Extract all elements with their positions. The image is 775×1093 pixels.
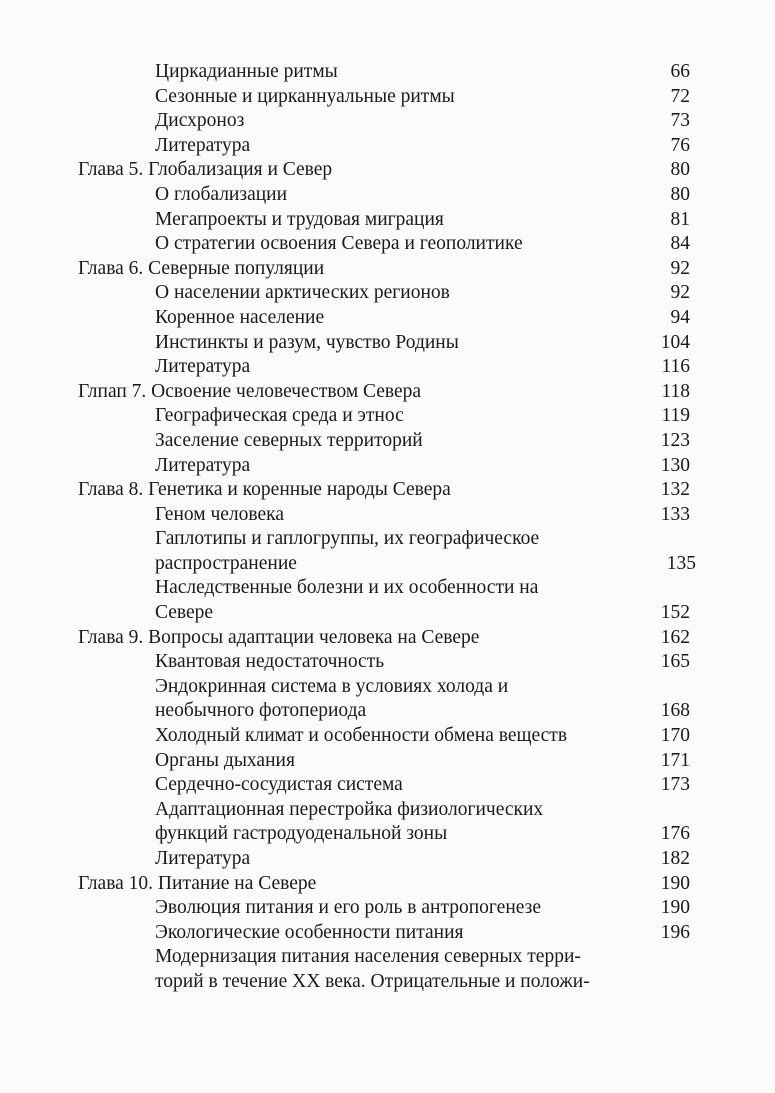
toc-entry-row xyxy=(0,183,775,208)
toc-entry-row xyxy=(0,331,775,356)
page-number: 171 xyxy=(660,749,690,771)
toc-entry-row xyxy=(0,454,775,479)
page-number: 168 xyxy=(660,700,690,722)
toc-chapter-row xyxy=(0,158,775,183)
entry-title: необычного фотопериода xyxy=(155,700,367,722)
toc-chapter-row xyxy=(0,257,775,282)
toc-entry-row xyxy=(0,724,775,749)
page-number: 176 xyxy=(660,823,690,845)
entry-title: Дисхроноз xyxy=(155,110,245,132)
page-number: 76 xyxy=(670,134,690,156)
toc-entry-row xyxy=(0,675,775,700)
toc-entry-row xyxy=(0,945,775,970)
page-number: 92 xyxy=(670,282,690,304)
toc-entry-row xyxy=(0,429,775,454)
toc-entry-row xyxy=(0,921,775,946)
page-number: 196 xyxy=(660,921,690,943)
page-number: 119 xyxy=(661,405,690,427)
toc-entry-row xyxy=(0,527,775,552)
toc-entry-row xyxy=(0,896,775,921)
toc-chapter-row xyxy=(0,478,775,503)
toc-entry-row xyxy=(0,109,775,134)
entry-title: Геном человека xyxy=(155,503,284,525)
page-number: 190 xyxy=(660,897,690,919)
entry-title: Циркадианные ритмы xyxy=(155,61,338,82)
toc-entry-row xyxy=(0,306,775,331)
page-number: 133 xyxy=(660,503,690,525)
page-number: 118 xyxy=(661,380,690,402)
entry-title: Органы дыхания xyxy=(155,749,295,771)
chapter-title: Глава 10. Питание на Севере xyxy=(78,872,317,894)
toc-entry-row xyxy=(0,601,775,626)
entry-title: Географическая среда и этнос xyxy=(155,405,404,427)
entry-title: Модернизация питания населения северных терри- xyxy=(155,946,581,968)
entry-title: Заселение северных территорий xyxy=(155,429,423,451)
page-number: 182 xyxy=(660,848,690,869)
entry-title: Литература xyxy=(155,134,251,156)
toc-entry-row xyxy=(0,822,775,847)
entry-title: функций гастродуоденальной зоны xyxy=(155,823,448,845)
entry-title: Гаплотипы и гаплогруппы, их географическое xyxy=(155,528,540,550)
table-of-contents xyxy=(0,60,775,995)
page-number: 94 xyxy=(670,306,690,328)
entry-title: Адаптационная перестройка физиологических xyxy=(155,798,544,820)
page-number: 80 xyxy=(670,159,690,181)
chapter-title: Глава 9. Вопросы адаптации человека на Севере xyxy=(78,626,480,648)
entry-title: Наследственные болезни и их особенности на xyxy=(155,577,539,599)
page-number: 72 xyxy=(670,85,690,107)
toc-chapter-row xyxy=(0,626,775,651)
entry-title: Холодный климат и особенности обмена веществ xyxy=(155,725,568,747)
page-number: 80 xyxy=(670,183,690,205)
entry-title: Севере xyxy=(155,602,214,624)
toc-entry-row xyxy=(0,749,775,774)
chapter-title: Глава 5. Глобализация и Север xyxy=(78,159,333,181)
entry-title: О глобализации xyxy=(155,183,288,205)
entry-title: Литература xyxy=(155,454,251,476)
entry-title: Сердечно-сосудистая система xyxy=(155,774,403,796)
page-number: 130 xyxy=(660,454,690,476)
entry-title: распространение xyxy=(155,552,297,574)
toc-entry-row xyxy=(0,798,775,823)
chapter-title: Глава 8. Генетика и коренные народы Севера xyxy=(78,479,451,501)
entry-title: Литература xyxy=(155,356,251,378)
entry-title: Мегапроекты и трудовая миграция xyxy=(155,208,444,230)
page-number: 152 xyxy=(660,602,690,624)
page-number: 104 xyxy=(660,331,690,353)
page-number: 116 xyxy=(661,356,690,378)
page-number: 190 xyxy=(660,872,690,894)
page-number: 123 xyxy=(660,429,690,451)
chapter-title: Глпап 7. Освоение человечеством Севера xyxy=(78,380,422,402)
toc-entry-row xyxy=(0,60,775,85)
page-number: 84 xyxy=(670,233,690,255)
toc-entry-row xyxy=(0,773,775,798)
toc-entry-row xyxy=(0,847,775,872)
chapter-title: Глава 6. Северные популяции xyxy=(78,257,325,279)
entry-title: О населении арктических регионов xyxy=(155,282,450,304)
toc-entry-row xyxy=(0,281,775,306)
page-number: 73 xyxy=(670,110,690,132)
page-number: 66 xyxy=(670,61,690,82)
toc-entry-row xyxy=(0,576,775,601)
entry-title: Коренное население xyxy=(155,306,325,328)
toc-entry-row xyxy=(0,970,775,995)
page-number: 92 xyxy=(670,257,690,279)
toc-entry-row xyxy=(0,404,775,429)
toc-entry-row xyxy=(0,232,775,257)
toc-entry-row xyxy=(0,134,775,159)
toc-entry-row xyxy=(0,552,775,577)
page-number: 162 xyxy=(660,626,690,648)
entry-title: торий в течение XX века. Отрицательные и положи- xyxy=(155,970,590,992)
page-number: 135 xyxy=(666,552,696,574)
entry-title: Литература xyxy=(155,848,251,869)
page-number: 173 xyxy=(660,774,690,796)
toc-entry-row xyxy=(0,85,775,110)
entry-title: О стратегии освоения Севера и геополитике xyxy=(155,233,523,255)
entry-title: Сезонные и цирканнуальные ритмы xyxy=(155,85,455,107)
page-number: 165 xyxy=(660,651,690,673)
toc-entry-row xyxy=(0,208,775,233)
toc-entry-row xyxy=(0,503,775,528)
toc-entry-row xyxy=(0,699,775,724)
page-number: 81 xyxy=(670,208,690,230)
entry-title: Квантовая недостаточность xyxy=(155,651,385,673)
entry-title: Эндокринная система в условиях холода и xyxy=(155,675,509,697)
toc-chapter-row xyxy=(0,380,775,405)
page-number: 132 xyxy=(660,479,690,501)
toc-chapter-row xyxy=(0,872,775,897)
toc-entry-row xyxy=(0,355,775,380)
entry-title: Инстинкты и разум, чувство Родины xyxy=(155,331,459,353)
page-number: 170 xyxy=(660,725,690,747)
toc-entry-row xyxy=(0,650,775,675)
entry-title: Экологические особенности питания xyxy=(155,921,464,943)
entry-title: Эволюция питания и его роль в антропогенезе xyxy=(155,897,542,919)
